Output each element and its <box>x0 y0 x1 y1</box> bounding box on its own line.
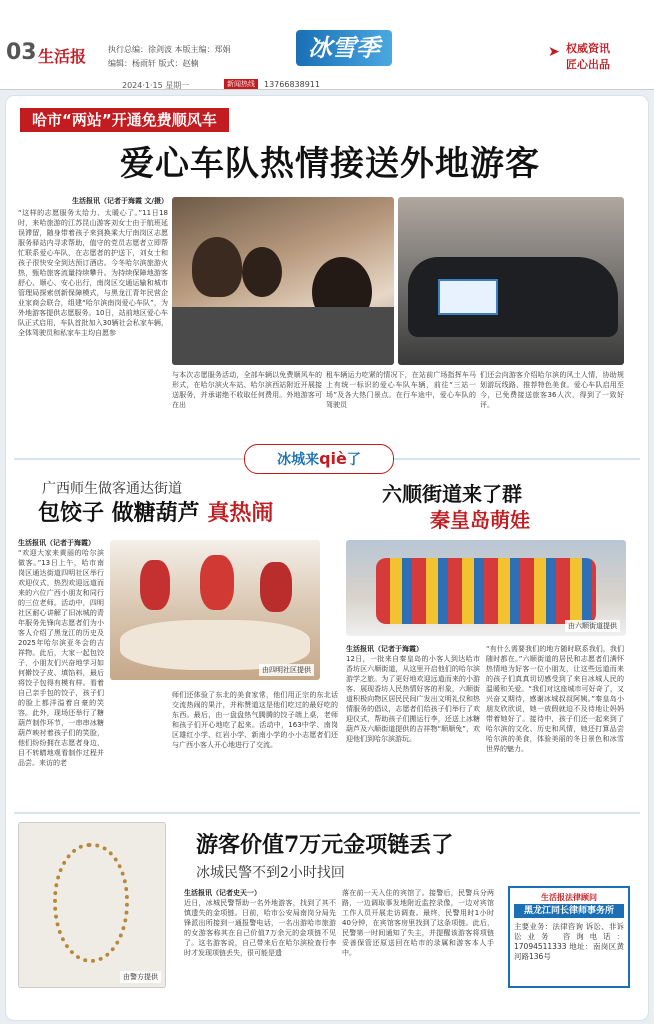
car-sign <box>438 279 498 315</box>
story4-column-2: 落在前一天入住的宾馆了。接警后，民警兵分两路，一边调取事发地附近监控录像，一边对宾馆工作人员开展走访调查。最终，民警用时1小时40分钟，在宾馆客房里找到了这条项链。此后，民警第一时间通知了失主，并提醒该游客将项链妥善保管还原送回在哈市的录属和游客本人手中。 <box>342 889 494 957</box>
page-number: 03 <box>6 40 37 65</box>
story4-subheadline: 冰城民警不到2小时找回 <box>196 865 345 881</box>
paper-name: 生活报 <box>38 47 87 66</box>
story2-column-2: 师们还体验了东北的美食家常，他们用正宗的东北话交流热闹的果汁，并称赞道这是他们吃过的最好吃的东西。最后，由一盘盘热气腾腾的饺子端上桌，老师和孩子们开心地吃了起来。活动中，163中学、南岗区雄红小学、红岩小学、新南小学的小小志愿者们还与广西小客人开心地进行了交流。 <box>172 691 338 749</box>
story3-photo <box>346 540 626 636</box>
section-title: 冰雪季 <box>296 30 392 66</box>
story2-headline-main: 包饺子 做糖葫芦 <box>38 500 200 526</box>
story2-column-1: “欢迎大家来黄丽的哈尔滨做客。”13日上午，哈市南岗区通达街道四明社区举行欢迎仪式，热烈欢迎远道而来的六位广西小朋友和同行的三位老师。活动中，四明社区耐心讲解了旧冰城的青年服务先锋向志愿者们为小客人介绍了黑龙江的历史及2025年哈尔滨亚冬会的吉祥物。此后，大家一起包饺子，小朋友们兴奋地学习如何擀饺子皮、填馅料，最后将饺子包得有模有样。看着自己亲手包的饺子，孩子们的脸上都洋溢着自豪的笑容。此外，现场还举行了糖葫芦制作环节，一串串冰糖葫芦映衬着孩子们的笑脸，他们纷纷拥在志愿者身边，目不转睛地观看制作过程并品尝。来访的老 <box>18 549 104 767</box>
story2-photo <box>110 540 320 680</box>
slogan-arrow-icon: ➤ <box>548 44 560 60</box>
story1-column-1: “这样的志愿服务太给力、太暖心了。”11日18时，来哈旅游的江苏昆山游客刘女士由于航班延误滞留，随身带着孩子来到换乘大厅南岗区志愿服务驿站内寻求帮助，值守的党员志愿者立即帮忙联系爱心车队，在志愿者的护送下，刘女士和孩子很快安全到达预订酒店。今冬哈尔滨旅游火热，甄哈旅客流量持续攀升。为持续保障地游客舒心、顺心、安心出行，南岗区交通运输和城市管理局探索创新保障模式，与黑龙江青年民营企业家商会联合，组建“哈尔滨南岗爱心车队”，为外地游客提供志愿服务。10日，站前地区爱心车队正式启用，车队首批加入30辆社会私家车辆，全体驾驶员和私家车主均自愿参 <box>18 209 168 337</box>
story1-column-3: 租车辆运力吃紧的情况下，在站前广场指挥车马上有统一标识的爱心车队车辆，前往“三站一场”及各大热门景点。在行车途中，爱心车队的驾驶员 <box>326 371 476 409</box>
story1-byline: 生活报讯（记者于海霞 文/摄） <box>72 197 168 205</box>
legal-ad-box <box>508 886 630 988</box>
story4-column-1: 近日，冰城民警帮助一名外地游客，找到了其不慎遗失的金项链。日前，哈市公安局南岗分局先锋派出所接到一通报警电话，一名出游哈市旅游的女游客称其在自己价值7万余元的金项链不见了。这名游客说，自己带来后在哈尔滨检查行李时才发现项链丢失，很可能是遗 <box>184 899 336 957</box>
story3-headline-1: 六顺街道来了群 <box>382 482 522 506</box>
city-banner-accent: qiè <box>319 449 347 468</box>
story2-photo-caption: 由四明社区提供 <box>259 664 314 676</box>
person-silhouette <box>242 247 282 297</box>
story1-headline: 爱心车队热情接送外地游客 <box>120 144 540 184</box>
story2-headline-accent: 真热闹 <box>207 500 274 526</box>
story1-photo-car <box>398 197 624 365</box>
section-divider <box>14 812 640 814</box>
person-silhouette <box>200 555 234 610</box>
necklace-chain <box>53 843 129 963</box>
coat-silhouette <box>172 307 394 365</box>
issue-date: 2024·1·15 星期一 <box>122 81 190 90</box>
hotline-badge: 新闻热线 <box>224 79 258 89</box>
page-header <box>0 0 654 90</box>
story3-column-1: 12日，一批来自秦皇岛的小客人到达哈市香坊区六顺街道，从这里开启他们的哈尔滨游学之旅。为了更好地欢迎远道而来的小游客、展现香坊人民热情好客的形象，六顺街道积极向物区居民民间广发出文明礼仪和热情服务的倡议，志愿者们给孩子们举行了欢迎仪式，帮助孩子们搬运行李，还送上冰糖葫芦及六顺街道提供的吉祥物“顺顺兔”，欢迎他们到哈尔滨游玩。 <box>346 655 480 743</box>
legal-ad-title: 生活报法律顾问 <box>541 893 597 902</box>
story4-photo-caption: 由警方提供 <box>120 971 161 983</box>
city-banner-tail: 了 <box>346 452 361 468</box>
editor-credits-2: 编辑：杨雨轩 版式：赵楠 <box>108 59 199 68</box>
person-silhouette <box>192 237 242 297</box>
story1-tag: 哈市“两站”开通免费顺风车 <box>20 108 229 132</box>
person-silhouette <box>140 560 170 610</box>
story2-kicker: 广西师生做客通达街道 <box>42 481 182 497</box>
table-surface <box>120 620 310 670</box>
story3-photo-caption: 由六顺街道提供 <box>565 620 620 632</box>
story4-byline: 生活报讯（记者史天一） <box>184 889 261 897</box>
hotline-number: 13766838911 <box>264 80 320 89</box>
story1-column-4: 们还会向游客介绍哈尔滨的风土人情，协助规划游玩线路、推荐特色美食。爱心车队启用至今，已免费接送旅客36人次，得到了一致好评。 <box>480 371 624 409</box>
editor-credits: 执行总编：徐剑波 本版主编：郑娟 <box>108 45 231 54</box>
story1-column-2: 与本次志愿服务活动，全部车辆以免费顺风车的形式，在哈尔滨火车站、哈尔滨西站附近开展接送服务，并承诺绝不收取任何费用。外地游客可在出 <box>172 371 322 409</box>
legal-ad-firm: 黑龙江同长律师事务所 <box>514 904 624 918</box>
story1-photo-selfie <box>172 197 394 365</box>
story3-headline-2: 秦皇岛萌娃 <box>430 508 530 532</box>
person-silhouette <box>260 562 292 612</box>
city-banner <box>244 444 394 474</box>
story3-byline: 生活报讯（记者于海霞） <box>346 645 423 653</box>
story4-photo-necklace <box>18 822 166 988</box>
story2-headline <box>38 496 273 527</box>
city-banner-text: 冰城来 <box>277 452 320 468</box>
legal-ad-body: 主要业务：法律咨询 诉讼、非诉讼业务 咨询电话：17094511333 地址：南岗区黄河路136号 <box>514 922 624 961</box>
story3-column-2: “有什么需要我们的地方随时联系我们，我们随时都在。”六顺街道的居民和志愿者们满怀热情地为好客一位小朋友，让这些远道而来的孩子们真真切切感受到了来自冰城人民的温暖和关爱。“我们对这座城市可好奇了，又兴奋又期待，感谢冰城叔叔阿姨。”秦皇岛小朋友欣欣说，她一放假就迫不及待地让妈妈带着她好了。接待中，孩子们还一起来到了哈尔滨的文化、历史和风情，她还打算品尝哈尔滨的美食，体验美丽的冬日景色和冰雪世界的魅力。 <box>486 645 624 753</box>
kids-group <box>376 558 596 624</box>
story4-headline: 游客价值7万元金项链丢了 <box>196 832 454 858</box>
story2-byline: 生活报讯（记者于海霞） <box>18 539 95 547</box>
slogan-line-2: 匠心出品 <box>566 58 610 71</box>
slogan-line-1: 权威资讯 <box>566 42 610 55</box>
